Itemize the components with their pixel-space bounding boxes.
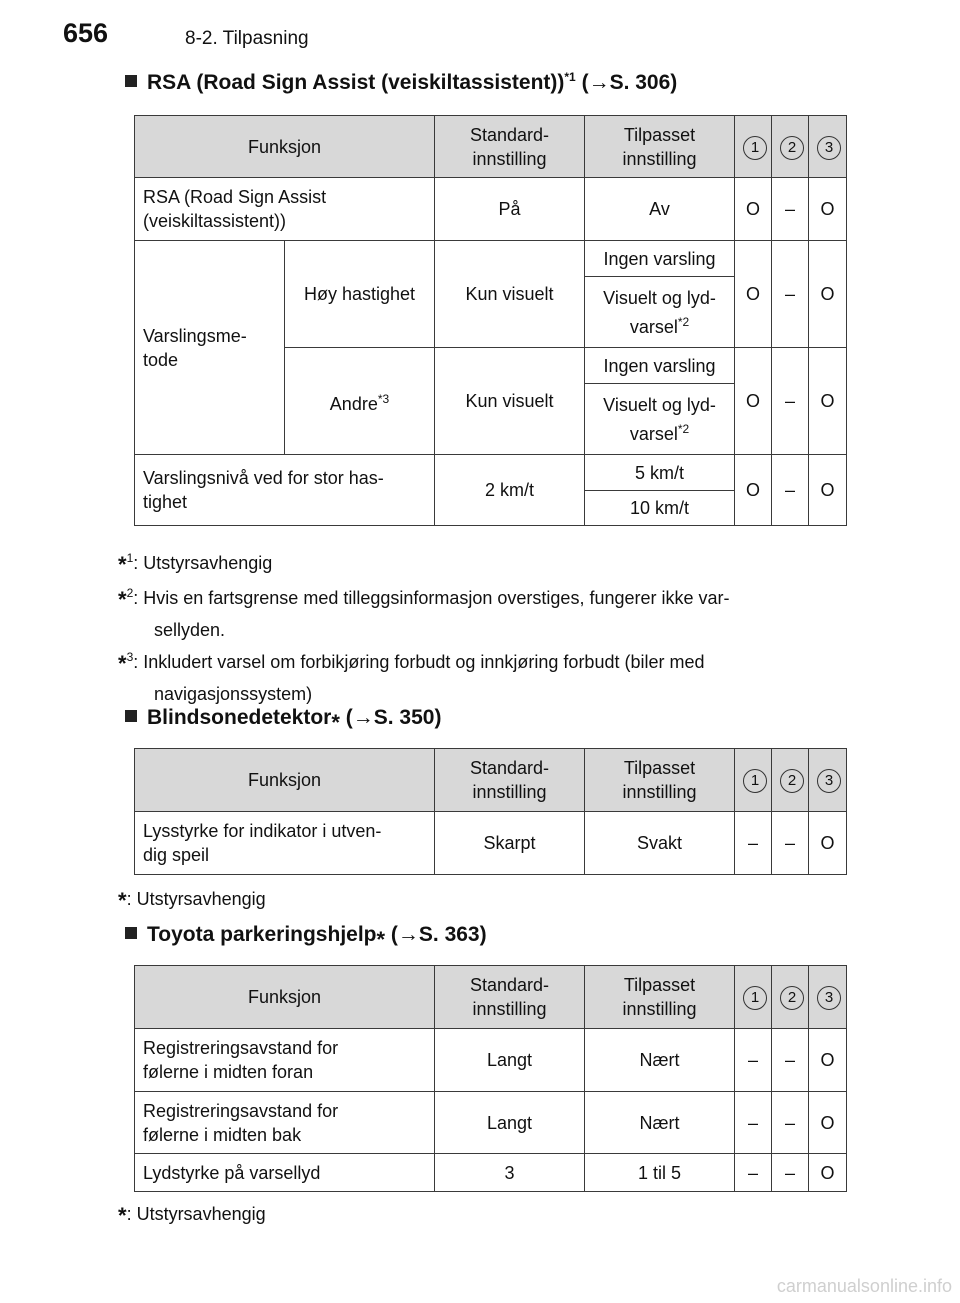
cell-custom: Nært: [585, 1029, 735, 1092]
cell-default: Langt: [435, 1029, 585, 1092]
circled-three-icon: 3: [817, 136, 841, 160]
cell-default: Langt: [435, 1092, 585, 1154]
cell-custom: Nært: [585, 1092, 735, 1154]
footnote-marker: *1: [564, 70, 576, 84]
cell-method-1: O: [735, 348, 772, 455]
cell-method-1: –: [735, 1092, 772, 1154]
cell-method-1: O: [735, 241, 772, 348]
cell-method-1: O: [735, 178, 772, 241]
bullet-square-icon: [125, 927, 137, 939]
table-row: [135, 812, 847, 875]
rsa-heading: [125, 70, 677, 95]
cell-method-1: O: [735, 455, 772, 526]
cell-method-2: –: [772, 1029, 809, 1092]
header-method-3: [809, 116, 847, 178]
header-custom: Tilpasset innstilling: [585, 749, 735, 812]
parking-heading: Toyota parkeringshjelp* (→S. 363): [125, 923, 487, 953]
cell-method-3: O: [809, 1029, 847, 1092]
page-number: 656: [63, 18, 109, 48]
circled-three-icon: 3: [817, 986, 841, 1010]
cell-custom: Visuelt og lyd- varsel$^{*2}$: [585, 384, 735, 455]
header-function: Funksjon: [135, 116, 435, 178]
header-default: Standard- innstilling: [435, 116, 585, 178]
table-row: [135, 1154, 847, 1192]
cell-function: Registreringsavstand for følerne i midten bak: [135, 1092, 435, 1154]
footnote-3: *$^3$: Inkludert varsel om forbikjøring forbudt og innkjøring forbudt (biler med navigasjonssystem): [118, 650, 705, 704]
table-row: [135, 178, 847, 241]
rsa-title: RSA (Road Sign Assist (veiskiltassistent)): [147, 71, 565, 94]
cell-method-2: –: [772, 1154, 809, 1192]
circled-one-icon: 1: [743, 986, 767, 1010]
cell-custom: Ingen varsling: [585, 348, 735, 384]
blind-spot-title: Blindsonedetektor: [147, 706, 332, 729]
page-reference: (→S. 350): [345, 706, 442, 729]
header-function: Funksjon: [135, 966, 435, 1029]
cell-custom: Visuelt og lyd- varsel$^{*2}$: [585, 277, 735, 348]
cell-method-2: –: [772, 178, 809, 241]
table-row: [135, 455, 847, 491]
parking-table: [134, 965, 847, 1192]
header-default: Standard- innstilling: [435, 966, 585, 1029]
cell-method-2: –: [772, 1092, 809, 1154]
cell-custom: 10 km/t: [585, 491, 735, 526]
cell-default: Skarpt: [435, 812, 585, 875]
blind-spot-table: [134, 748, 847, 875]
cell-method-1: –: [735, 1029, 772, 1092]
table-row: [135, 1029, 847, 1092]
table-header-row: [135, 116, 847, 178]
table-header-row: [135, 966, 847, 1029]
table-row: [135, 241, 847, 277]
cell-function: Registreringsavstand for følerne i midten foran: [135, 1029, 435, 1092]
table-row: [135, 1092, 847, 1154]
cell-default: Kun visuelt: [435, 348, 585, 455]
cell-default: Kun visuelt: [435, 241, 585, 348]
cell-method-3: O: [809, 178, 847, 241]
cell-method-2: –: [772, 455, 809, 526]
cell-function: Varslingsme- tode: [135, 241, 285, 455]
header-function: Funksjon: [135, 749, 435, 812]
header-method-1: [735, 966, 772, 1029]
circled-one-icon: 1: [743, 769, 767, 793]
header-custom: Tilpasset innstilling: [585, 116, 735, 178]
footnote-2: *$^2$: Hvis en fartsgrense med tilleggsinformasjon overstiges, fungerer ikke var- sellyden.: [118, 586, 730, 640]
header-default: Standard- innstilling: [435, 749, 585, 812]
bullet-square-icon: [125, 75, 137, 87]
circled-two-icon: 2: [780, 769, 804, 793]
cell-method-3: O: [809, 1092, 847, 1154]
cell-method-3: O: [809, 348, 847, 455]
footnote-equipment: *: Utstyrsavhengig: [118, 888, 266, 913]
cell-custom: Svakt: [585, 812, 735, 875]
cell-subfunction: Høy hastighet: [285, 241, 435, 348]
rsa-table: [134, 115, 847, 526]
header-method-1: [735, 116, 772, 178]
circled-two-icon: 2: [780, 136, 804, 160]
header-custom: Tilpasset innstilling: [585, 966, 735, 1029]
blind-spot-heading: Blindsonedetektor* (→S. 350): [125, 706, 441, 736]
cell-default: 2 km/t: [435, 455, 585, 526]
page-reference: (→S. 306): [581, 71, 678, 94]
header-method-2: [772, 116, 809, 178]
cell-method-3: O: [809, 812, 847, 875]
cell-function: RSA (Road Sign Assist (veiskiltassistent)): [135, 178, 435, 241]
cell-function: Lydstyrke på varsellyd: [135, 1154, 435, 1192]
circled-one-icon: 1: [743, 136, 767, 160]
circled-three-icon: 3: [817, 769, 841, 793]
footnote-equipment: *: Utstyrsavhengig: [118, 1203, 266, 1228]
header-method-2: [772, 966, 809, 1029]
cell-method-1: –: [735, 812, 772, 875]
cell-method-2: –: [772, 241, 809, 348]
cell-method-1: –: [735, 1154, 772, 1192]
cell-method-2: –: [772, 812, 809, 875]
circled-two-icon: 2: [780, 986, 804, 1010]
header-method-3: [809, 749, 847, 812]
cell-custom: 5 km/t: [585, 455, 735, 491]
footnote-1: *$^1$: Utstyrsavhengig: [118, 551, 273, 577]
cell-default: 3: [435, 1154, 585, 1192]
header-method-3: [809, 966, 847, 1029]
cell-default: På: [435, 178, 585, 241]
cell-method-3: O: [809, 455, 847, 526]
table-header-row: [135, 749, 847, 812]
cell-method-3: O: [809, 1154, 847, 1192]
header-method-2: [772, 749, 809, 812]
cell-function: Varslingsnivå ved for stor has- tighet: [135, 455, 435, 526]
cell-subfunction: Andre$^{*3}$: [285, 348, 435, 455]
cell-function: Lysstyrke for indikator i utven- dig speil: [135, 812, 435, 875]
header-method-1: [735, 749, 772, 812]
cell-custom: Av: [585, 178, 735, 241]
page-reference: (→S. 363): [390, 923, 487, 946]
parking-title: Toyota parkeringshjelp: [147, 923, 377, 946]
cell-method-3: O: [809, 241, 847, 348]
cell-custom: 1 til 5: [585, 1154, 735, 1192]
watermark: carmanualsonline.info: [776, 1276, 952, 1296]
bullet-square-icon: [125, 710, 137, 722]
cell-custom: Ingen varsling: [585, 241, 735, 277]
cell-method-2: –: [772, 348, 809, 455]
section-header: 8-2. Tilpasning: [185, 28, 309, 49]
